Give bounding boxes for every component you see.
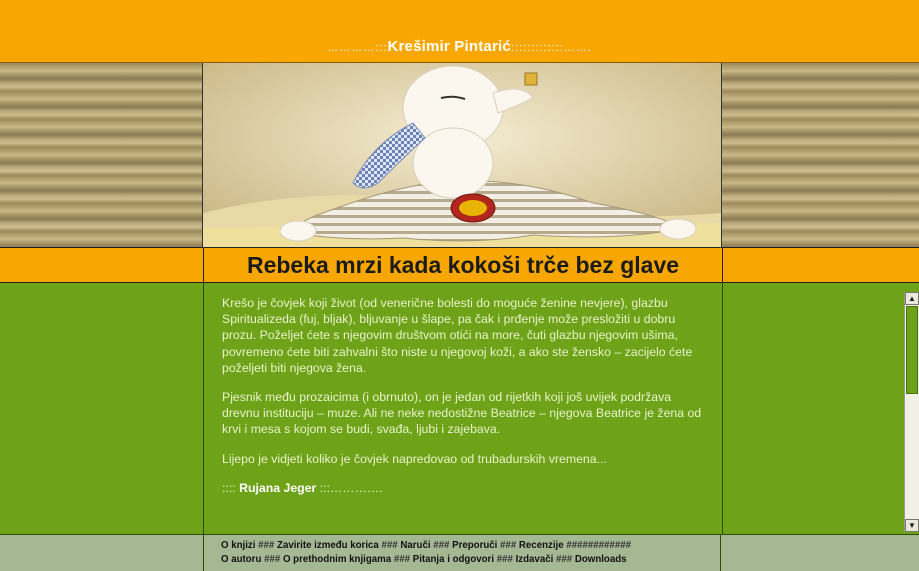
footer-separator: ###	[556, 554, 573, 565]
footer-link-downloads[interactable]: Downloads	[574, 554, 627, 565]
signature-prefix: ::::	[222, 480, 236, 495]
footer-separator: ###	[258, 540, 275, 551]
footer-link-naruci[interactable]: Naruči	[400, 540, 431, 551]
plush-bunny-image	[203, 63, 721, 247]
footer-link-preporuci[interactable]: Preporuči	[452, 540, 498, 551]
signature-name: Rujana Jeger	[239, 480, 317, 495]
footer-link-zavirite[interactable]: Zavirite između korica	[277, 540, 379, 551]
footer-separator: ###	[264, 554, 281, 565]
book-title: Rebeka mrzi kada kokoši trče bez glave	[203, 248, 723, 282]
footer-links	[203, 535, 721, 571]
article-panel[interactable]	[203, 283, 723, 534]
footer-row-1	[221, 539, 720, 553]
book-cover-photo	[203, 63, 721, 247]
footer-link-pitanja[interactable]: Pitanja i odgovori	[412, 554, 495, 565]
right-banner-stripes	[721, 63, 919, 247]
footer-separator: ###	[496, 554, 513, 565]
content-scrollbar[interactable]	[904, 292, 919, 532]
article-paragraph-3: Lijepo je vidjeti koliko je čovjek napredovao od trubadurskih vremena...	[222, 451, 607, 466]
footer-link-recenzije[interactable]: Recenzije	[518, 540, 564, 551]
footer-separator: ###	[500, 540, 517, 551]
footer-nav	[0, 534, 919, 571]
footer-link-prethodne-knjige[interactable]: O prethodnim knjigama	[282, 554, 392, 565]
left-banner-stripes	[0, 63, 203, 247]
footer-link-izdavaci[interactable]: Izdavači	[515, 554, 554, 565]
article-text	[204, 283, 722, 496]
article-paragraph-1: Krešo je čovjek koji život (od venerične bolesti do moguće ženine nevjere), glazbu Spiritualizeda (fuj, bljak), bljuvanje u šlape, pa čak i prđenje može presložiti u dobru prozu. Poželjet ćete s njegovim društvom otići na more, čuti glazbu njegovim ušima, povremeno ćete biti zahvalni što niste u njegovoj koži, a ako ste žensko – zacijelo ćete poželjeti biti njegova žena.	[222, 296, 693, 375]
site-title	[0, 38, 919, 55]
article-paragraph-2: Pjesnik među prozaicima (i obrnuto), on je jedan od rijetkih koji još uvijek podržava drevnu instituciju – muze. Ali ne neke nedostižne Beatrice – njegova Beatrice je žena od krvi i mesa s kojom se budi, svađa, ljubi i zajebava.	[222, 390, 702, 437]
footer-row-2	[221, 553, 720, 567]
footer-link-o-autoru[interactable]: O autoru	[221, 554, 262, 565]
scrollbar-thumb[interactable]	[906, 306, 918, 394]
signature	[222, 480, 706, 496]
title-dots-left: …………:::	[327, 42, 388, 54]
signature-suffix: :::………….	[319, 480, 383, 495]
footer-separator: ###	[433, 540, 450, 551]
author-name: Krešimir Pintarić	[387, 38, 511, 55]
scroll-up-icon[interactable]: ▲	[905, 292, 919, 305]
site-header	[0, 0, 919, 63]
footer-separator-tail: ############	[566, 540, 631, 551]
title-dots-right: :::::::::::::…….	[510, 42, 592, 54]
headline-bar	[0, 247, 919, 283]
footer-separator: ###	[393, 554, 411, 565]
footer-link-o-knjizi[interactable]: O knjizi	[221, 540, 256, 551]
scroll-down-icon[interactable]: ▼	[905, 519, 919, 532]
footer-separator: ###	[381, 540, 398, 551]
